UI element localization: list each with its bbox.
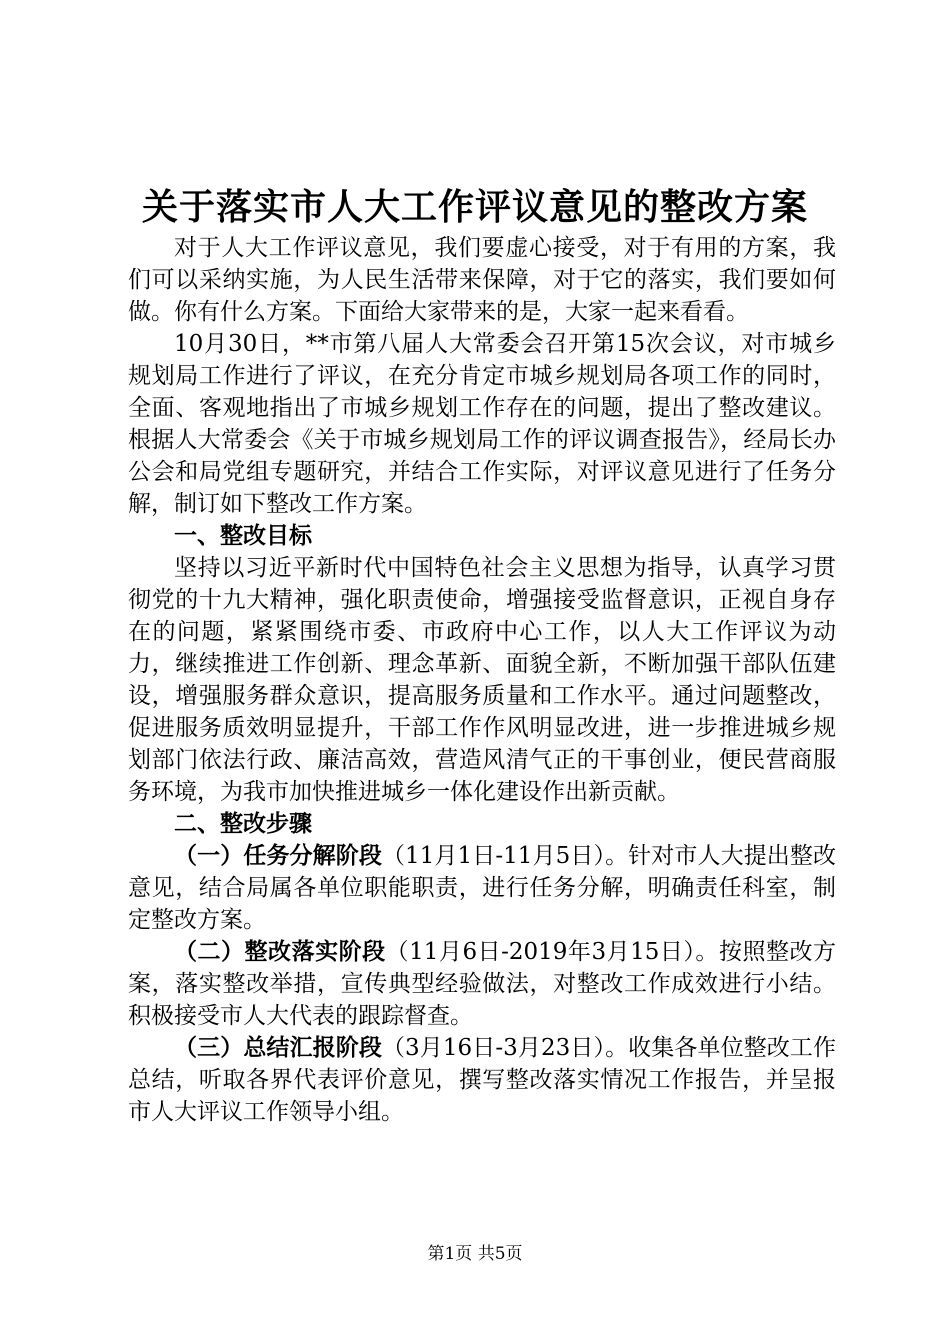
step-2-body: （11月6日-2019年3月15日）。按照整改方案，落实整改举措，宣传典型经验做法，对整改工作成效进行小结。积极接受市人大代表的跟踪督查。 bbox=[128, 939, 837, 1029]
background-paragraph: 10月30日，**市第八届人大常委会召开第15次会议，对市城乡规划局工作进行了评议，在充分肯定市城乡规划局各项工作的同时，全面、客观地指出了市城乡规划工作存在的问题，提出了整改建议。根据人大常委会《关于市城乡规划局工作的评议调查报告》，经局长办公会和局党组专题研究，并结合工作实际，对评议意见进行了任务分解，制订如下整改工作方案。 bbox=[128, 331, 836, 517]
section-heading-steps: 二、整改步骤 bbox=[174, 810, 312, 837]
section-heading-goals: 一、整改目标 bbox=[174, 522, 312, 549]
page-number-footer: 第1页 共5页 bbox=[427, 1244, 523, 1264]
step-paragraph-3 bbox=[128, 1032, 836, 1128]
intro-paragraph: 对于人大工作评议意见，我们要虚心接受，对于有用的方案，我们可以采纳实施，为人民生活带来保障，对于它的落实，我们要如何做。你有什么方案。下面给大家带来的是，大家一起来看看。 bbox=[128, 235, 836, 325]
step-1-lead: （一）任务分解阶段 bbox=[174, 842, 382, 869]
document-body bbox=[128, 232, 836, 1128]
step-3-lead: （三）总结汇报阶段 bbox=[174, 1034, 382, 1061]
document-title: 关于落实市人大工作评议意见的整改方案 bbox=[141, 186, 808, 228]
step-3-body: （3月16日-3月23日）。收集各单位整改工作总结，听取各界代表评价意见，撰写整改落实情况工作报告，并呈报市人大评议工作领导小组。 bbox=[128, 1035, 837, 1125]
step-1-body: （11月1日-11月5日）。针对市人大提出整改意见，结合局属各单位职能职责，进行任务分解，明确责任科室，制定整改方案。 bbox=[128, 843, 837, 933]
step-paragraph-2 bbox=[128, 936, 836, 1032]
goals-paragraph: 坚持以习近平新时代中国特色社会主义思想为指导，认真学习贯彻党的十九大精神，强化职责使命，增强接受监督意识，正视自身存在的问题，紧紧围绕市委、市政府中心工作，以人大工作评议为动力，继续推进工作创新、理念革新、面貌全新，不断加强干部队伍建设，增强服务群众意识，提高服务质量和工作水平。通过问题整改，促进服务质效明显提升，干部工作作风明显改进，进一步推进城乡规划部门依法行政、廉洁高效，营造风清气正的干事创业，便民营商服务环境，为我市加快推进城乡一体化建设作出新贡献。 bbox=[128, 555, 836, 805]
step-paragraph-1 bbox=[128, 840, 836, 936]
step-2-lead: （二）整改落实阶段 bbox=[174, 938, 386, 965]
